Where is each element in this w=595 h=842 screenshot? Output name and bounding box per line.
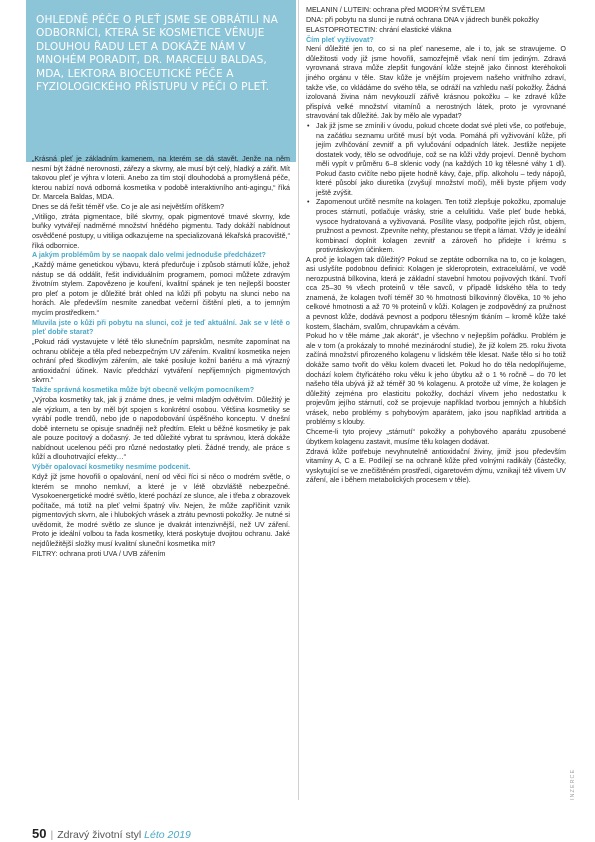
paragraph: Když již jsme hovořili o opalování, není od věci říci si něco o modrém světle, o kterém se mnoho nemluví, a které je v létě obzvláště nebezpečné. Vysokoenergetické modré světlo, které pochází ze slunce, ale i třeba z obrazovek počítače, má totiž na pleť velmi špatný vliv. Nejen, že může zapříčinit vznik pigmentových skvrn, ale i hlubokých vrásek a ztrátu pevnosti pokožky. Je nutné si uvědomit, že modré světlo ze slunce je dvakrát intenzivnější, než UV záření. Proto je ideální volbou ta řada kosmetiky, která poskytuje dvojitou ochranu. Jaké nejdůležitější složky musí kvalitní sluneční kosmetika mít? [32, 473, 290, 548]
question-heading: Mluvila jste o kůži při pobytu na slunci, což je teď aktuální. Jak se v létě o pleť dobře starat? [32, 318, 290, 337]
page-footer: 50 | Zdravý životní styl Léto 2019 [32, 826, 191, 841]
question-heading: Takže správná kosmetika může být obecně velkým pomocníkem? [32, 386, 255, 395]
paragraph: FILTRY: ochrana proti UVA / UVB zářením [32, 549, 166, 558]
intro-text: OHLEDNĚ PÉČE O PLEŤ JSME SE OBRÁTILI NA ODBORNÍCI, KTERÁ SE KOSMETICE VĚNUJE DLOUHOU ŘADU LET A DOKÁŽE NÁM V MNOHÉM PORADIT, DR. MARCELU BALDAS, MDA, LEKTORA BIOCEUTICKÉ PÉČE A FYZIOLOGICKÉHO PŘÍSTUPU V PÉČI O PLEŤ. [36, 14, 278, 94]
issue-season: Léto 2019 [144, 829, 191, 841]
paragraph: Chceme-li tyto projevy „stárnutí“ pokožky a pohybového aparátu zpusobené úbytkem kolagenu zastavit, musíme tělu kolagen dodávat. [306, 428, 566, 446]
bullet-item: • Zapomenout určitě nesmíte na kolagen. Ten totiž zlepšuje pokožku, zpomaluje proces stárnutí, potlačuje vrásky, strie a celulitidu. Vaše pleť bude hebká, vysoce hydratovaná a vyživovaná. Posílíte vlasy, podpoříte jejich růst, objem, pružnost a pevnost. Zpevníte nehty, přestanou se třepit a lámat. Vždy je ideální kombinací doplnit kolagen zevnitř a zároveň ho přidejte i krému s protivráskovým účinkem. [316, 198, 566, 255]
paragraph: ELASTOPROTECTIN: chrání elastické vlákna [306, 25, 452, 34]
paragraph: „Výroba kosmetiky tak, jak ji známe dnes, je velmi mladým odvětvím. Důležitý je ale výzkum, a ten by měl být spojen s konkrétní osobou. Většina kosmetiky se vyrábí podle trendů, nebo jde o napodobování úspěšného konceptu. V dnešní době internetu se opisuje snadněji než předtím. Efekt u běžné kosmetiky je pak ale pouze pocitový a dočasný. Je ted důležité vybrat tu správnou, která dokáže nabídnout ucelenou péči pro různé nedostatky pleti. Žádné trendy, ale práce s kůží a dlouhotrvající efekty…“ [32, 396, 290, 462]
question-heading: A jakým problémům by se naopak dalo velmi jednoduše předcházet? [32, 251, 266, 260]
side-label: INZERCE [570, 768, 576, 800]
paragraph: „Krásná pleť je základním kamenem, na kterém se dá stavět. Jenže na něm nesmí být žádné nerovnosti, zářezy a skvrny, ale musí být celý, hladký a zářit. Mít takovou pleť je výhra v loterii. Anebo za tím stojí dlouhodobá a promyšlená péče, kterou nabízí nová odborná kosmetika v podobě interaktivního anti-agingu,“ říká Dr. Marcela Baldas, MDA. [32, 155, 290, 202]
paragraph: MELANIN / LUTEIN: ochrana před MODRÝM SVĚTLEM [306, 6, 485, 14]
question-heading: Čím pleť vyživovat? [306, 35, 374, 44]
column-divider [298, 0, 299, 800]
paragraph: Pokud ho v těle máme „tak akorát“, je všechno v nejlepším pořádku. Problém je ale v tom (a prokázaly to mnohé mezinárodní studie), že již kolem 25. roku života začíná množství přirozeného kolagenu v lidském těle klesat. Naše tělo si ho totiž dokáže samo tvořit do věku kolem dvaceti let. Pokud ho do těla nedoplňujeme, dochází kolem čtyřicátého roku věku k jeho úbytku až o 1 % ročně – do 70 let našeho těla ubývá již až téměř 30 % kolagenu. A protože už víme, že kolagen je důležitý zejména pro elasticitu pokožky, dochází vlivem jeho nedostatku k projevům jejího stárnutí, což se projevuje například tvorbou jemných a hlubších vrásek, nebo problémy s pohybovým aparátem, jako jsou například artritida a problémy s klouby. [306, 332, 566, 427]
paragraph: Zdravá kůže potřebuje nevyhnutelně antioxidační živiny, jimiž jsou především vitamíny A, C a E. Podílejí se na ochraně kůže před volnými radikály (částečky, vyskytující se ve znečištěném prostředí, cigaretovém dýmu, vznikají též vlivem UV záření, ale i během metabolických procesem v těle). [306, 447, 566, 485]
paragraph: „Pokud rádi vystavujete v létě tělo slunečním paprskům, nesmíte zapomínat na ochranu obličeje a těla před nebezpečným UV zářením. Kvalitní kosmetika nejen ochrání před škodlivým zářením, ale také posiluje kožní bariéru a má výrazný antioxidační účinek. Navíc předchází vytváření nepřijemných pigmentových skvrn.“ [32, 338, 290, 385]
page-number: 50 [32, 826, 47, 841]
paragraph: Dnes se dá řešit téměř vše. Co je ale asi největším oříškem? [32, 203, 225, 212]
left-column [32, 155, 290, 560]
paragraph: DNA: při pobytu na slunci je nutná ochrana DNA v jádrech buněk pokožky [306, 15, 539, 24]
paragraph: „Vitiligo, ztráta pigmentace, bílé skvrny, opak pigmentové tmavé skvrny, kde buňky vytvářejí nadměrné množství hnědého pigmentu. Tady dokáží nabídnout osvědčené postupy, u vitiliga odkazujeme na specializovaná lékařská pracoviště,“ říká odbornice. [32, 212, 290, 250]
paragraph: Není důležité jen to, co si na pleť naneseme, ale i to, jak se stravujeme. O důležitosti vody již jsme hovořili, samozřejmě však není tím jediným. Zdravá vyrovnaná strava může zlepšit fungování kůže stejně jako činnost kteréhokoli jiného orgánu v těle. Stav kůže je vnějším projevem našeho vnitřního zdraví, takže vše, co vkládáme do svého těla, se odráží na vzhledu naší pokožky. Žádná izolovaná živina nám nevykouzlí zářivě krásnou pokožku – ke zdravé kůže přispívá velké množství vitamínů a nerostných látek, proto je vyrovnané stravování tak důležité. Jak by mělo ale vypadat? [306, 45, 566, 121]
question-heading: Výběr opalovací kosmetiky nesmíme podcenit. [32, 463, 191, 472]
intro-box [26, 0, 296, 162]
bullet-list [306, 122, 566, 256]
bullet-item: • Jak již jsme se zmínili v úvodu, pokud chcete dodat své pleti vše, co potřebuje, na začátku seznamu určitě musí být voda. Pomáhá při vyživování kůže, při jejím zvlhčování zevnitř a při vylučování odpadních látek. Jestliže nepijete dostatek vody, tělo se odvodňuje, což se na kůži vždy projeví. Denně bychom měli vypít v průměru 6–8 sklenic vody (na každých 10 kg tělesné váhy 1 dl). Pokud často cvičíte nebo pijete hodně kávy, čaje, příp. alkoholu – tedy nápojů, které působí jako diuretika (zvyšují množství moči), měli byste přijem vody ještě zvýšit. [316, 122, 566, 198]
paragraph: „Každý máme genetickou výbavu, která předurčuje i způsob stárnutí kůže, jehož nástup se dá oddálit, řešit individuálním programem, pomoci můžete zdravým životním stylem. Zapovězeno je kouření, kvalitní spánek je ten nejlepší booster pro pleť a potom je důležité brát ohled na kůži při pobytu na slunci nebo na horách. Ale především nesmíte zanedbat večerní čištění pleti, a to jemným mycím prostředkem.“ [32, 261, 290, 317]
magazine-name: Zdravý životní styl [57, 829, 142, 841]
paragraph: A proč je kolagen tak důležitý? Pokud se zeptáte odborníka na to, co je kolagen, asi uslyšíte podobnou definici: Kolagen je skleroprotein, extracelulární, ve vodě nerozpustná bílkovina, která je základní stavební hmotou pojivových tkání. Tvoří cca 25–30 % všech proteinů v těle savců, v případě lidského těla to tedy znamená, že kolagen tvoří téměř 30 % hmotnosti bílkovinný člověka, 10 % jeho celkové hmotnosti a až 70 % proteinů v kůži. Kolagen je zodpovědný za pružnost a pevnost kůže, dodává pevnost a podporu tělesným tkáním – kromě kůže také kostem, šlachám, svalům, chrupavkám a cévám. [306, 255, 566, 331]
right-column [306, 6, 566, 486]
